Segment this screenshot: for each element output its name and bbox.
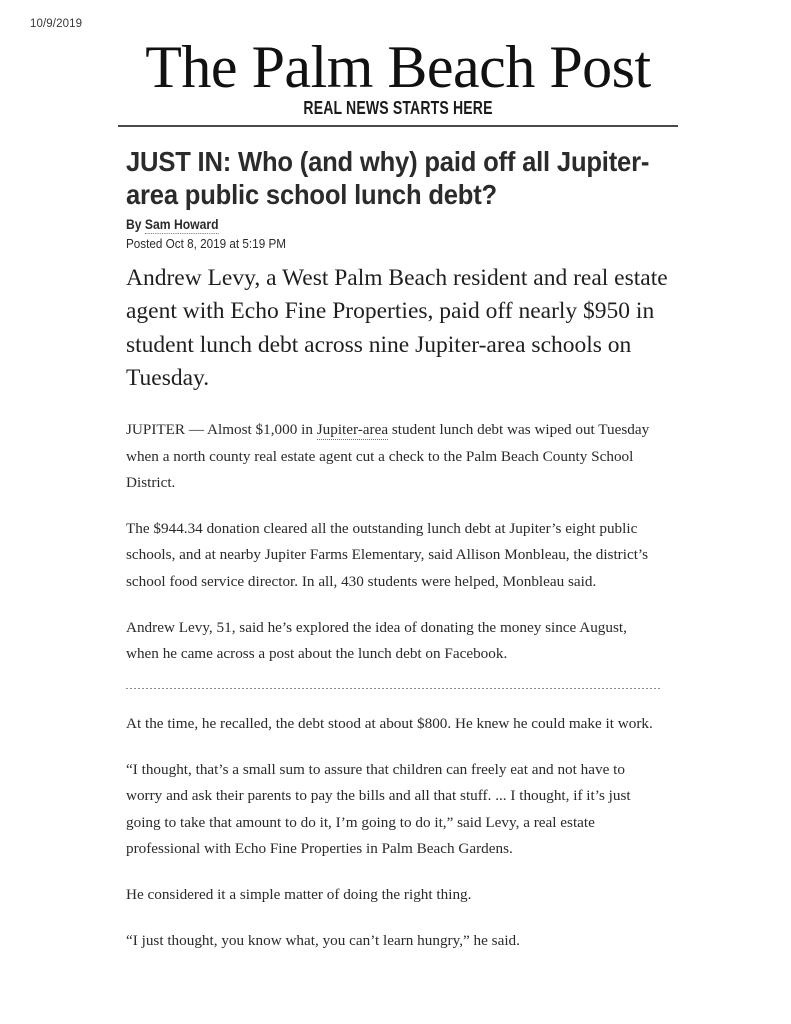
paragraph-4: At the time, he recalled, the debt stood at about $800. He knew he could make it work. bbox=[126, 714, 653, 732]
paragraph-7: “I just thought, you know what, you can’t learn hungry,” he said. bbox=[126, 932, 520, 950]
byline-prefix: By bbox=[126, 216, 145, 232]
masthead-tagline: REAL NEWS STARTS HERE bbox=[303, 97, 493, 118]
jupiter-area-link[interactable]: Jupiter-area bbox=[316, 421, 389, 439]
article-lead-paragraph: Andrew Levy, a West Palm Beach resident and real estate agent with Echo Fine Properties, paid off nearly $950 in student lunch debt across nine Jupiter-area schools on Tuesday. bbox=[126, 264, 668, 391]
article-paragraphs bbox=[126, 417, 660, 954]
paragraph-1 bbox=[126, 417, 660, 496]
article-body bbox=[118, 127, 678, 955]
paragraph-2: The $944.34 donation cleared all the outstanding lunch debt at Jupiter’s eight public schools, and at nearby Jupiter Farms Elementary, said Allison Monbleau, the district’s school food service director. In all, 430 students were helped, Monbleau said. bbox=[126, 520, 649, 590]
paragraph-1-text-before-link: JUPITER — Almost $1,000 in bbox=[126, 421, 317, 439]
paragraph-3: Andrew Levy, 51, said he’s explored the idea of donating the money since August, when he came across a post about the lunch debt on Facebook. bbox=[126, 619, 627, 663]
section-divider bbox=[126, 688, 660, 689]
print-header-date: 10/9/2019 bbox=[30, 18, 83, 30]
article-timestamp: Posted Oct 8, 2019 at 5:19 PM bbox=[126, 235, 287, 251]
masthead-title: The Palm Beach Post bbox=[145, 34, 651, 100]
byline-author-link[interactable]: Sam Howard bbox=[144, 216, 219, 232]
article-page bbox=[118, 0, 678, 955]
article-byline bbox=[126, 217, 623, 232]
paragraph-1-text-after-link: student lunch debt was wiped out Tuesday when a north county real estate agent cut a check to the Palm Beach County School District. bbox=[126, 421, 650, 491]
paragraph-5: “I thought, that’s a small sum to assure that children can freely eat and not have to worry and ask their parents to pay the bills and all that stuff. ... I thought, if it’s just going to take that amount to do it, I’m going to do it,” said Levy, a real estate professional with Echo Fine Properties in Palm Beach Gardens. bbox=[126, 760, 631, 857]
article-headline: JUST IN: Who (and why) paid off all Jupiter-area public school lunch debt? bbox=[126, 145, 650, 210]
masthead bbox=[118, 0, 678, 119]
paragraph-6: He considered it a simple matter of doing the right thing. bbox=[126, 886, 472, 904]
